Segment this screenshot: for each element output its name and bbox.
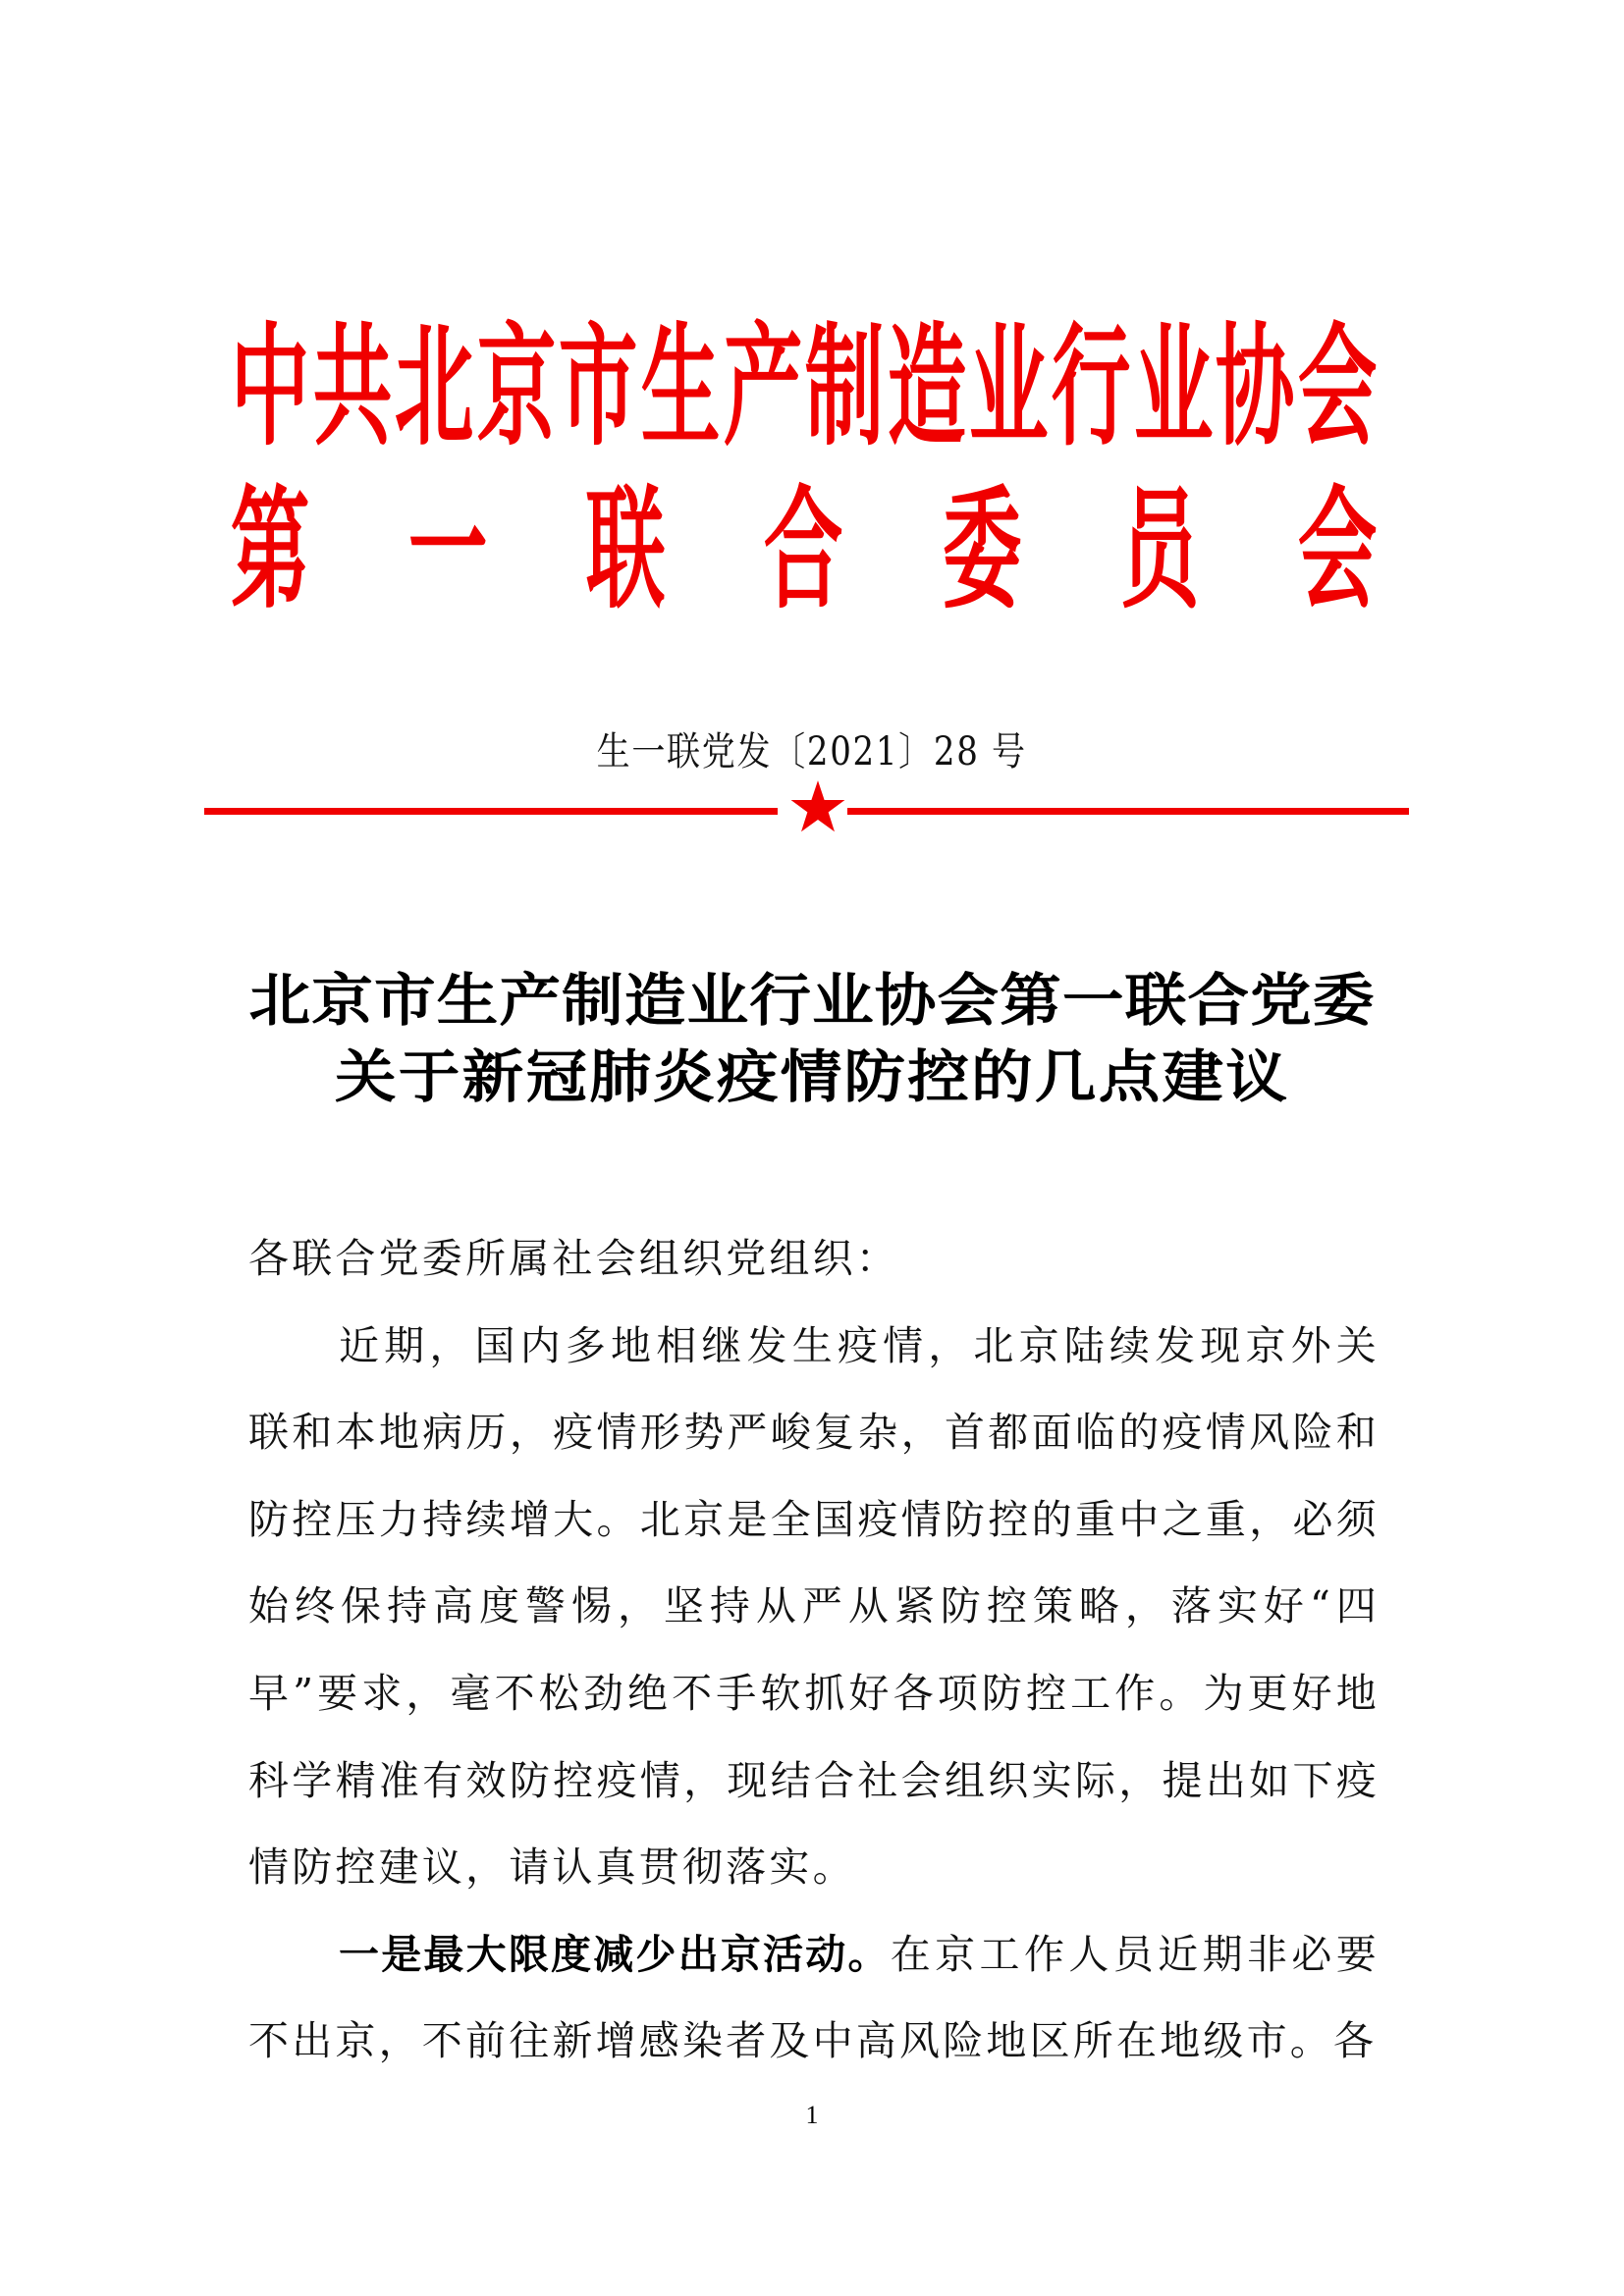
document-body <box>248 1215 1380 2085</box>
document-number <box>0 726 1624 777</box>
org-name-line-1 <box>221 311 1378 464</box>
org-char: 造 <box>887 311 967 464</box>
subject-title-line-1 <box>0 967 1624 1034</box>
org-char: 制 <box>805 311 885 464</box>
org-char: 行 <box>1051 311 1131 464</box>
org-char: 京 <box>476 311 557 464</box>
org-char: 第 <box>230 474 310 627</box>
org-char: 生 <box>640 311 721 464</box>
star-icon <box>790 779 845 834</box>
org-char: 中 <box>230 311 310 464</box>
subject-title-line-2 <box>0 1043 1624 1110</box>
org-char: 合 <box>764 474 843 627</box>
org-char: 共 <box>312 311 393 464</box>
salutation: 各联合党委所属社会组织党组织： <box>248 1235 899 1282</box>
org-char: 协 <box>1216 311 1295 464</box>
point-1-text: 在京工作人员近期非必要不出京，不前往新增感染者及中高风险地区所在地级市。各 <box>248 1930 1380 2065</box>
org-char: 会 <box>1297 311 1378 464</box>
org-char: 会 <box>1297 474 1378 627</box>
red-divider-left <box>204 808 778 815</box>
org-char: 北 <box>395 311 474 464</box>
paragraph-point-1 <box>248 1911 1380 2085</box>
org-char: 产 <box>723 311 803 464</box>
org-char: 一 <box>407 474 488 627</box>
org-char: 员 <box>1119 474 1200 627</box>
org-char: 业 <box>1133 311 1214 464</box>
red-divider-right <box>847 808 1409 815</box>
org-char: 委 <box>942 474 1022 627</box>
org-char: 联 <box>586 474 666 627</box>
subject-title-text: 关于新冠肺炎疫情防控的几点建议 <box>334 1043 1290 1110</box>
subject-title-text: 北京市生产制造业行业协会第一联合党委 <box>248 967 1376 1034</box>
document-number-text: 生一联党发〔2021〕28 号 <box>596 729 1028 774</box>
org-char: 业 <box>969 311 1049 464</box>
point-1-heading: 一是最大限度减少出京活动。 <box>339 1930 891 1978</box>
org-name-line-2 <box>221 474 1378 627</box>
paragraph-intro: 近期，国内多地相继发生疫情，北京陆续发现京外关联和本地病历，疫情形势严峻复杂，首都面临的疫情风险和防控压力持续增大。北京是全国疫情防控的重中之重，必须始终保持高度警惕，坚持从严从紧防控策略，落实好“四早”要求，毫不松劲绝不手软抓好各项防控工作。为更好地科学精准有效防控疫情，现结合社会组织实际，提出如下疫情防控建议，请认真贯彻落实。 <box>248 1321 1380 1892</box>
page-number: 1 <box>805 2101 819 2129</box>
org-char: 市 <box>559 311 638 464</box>
